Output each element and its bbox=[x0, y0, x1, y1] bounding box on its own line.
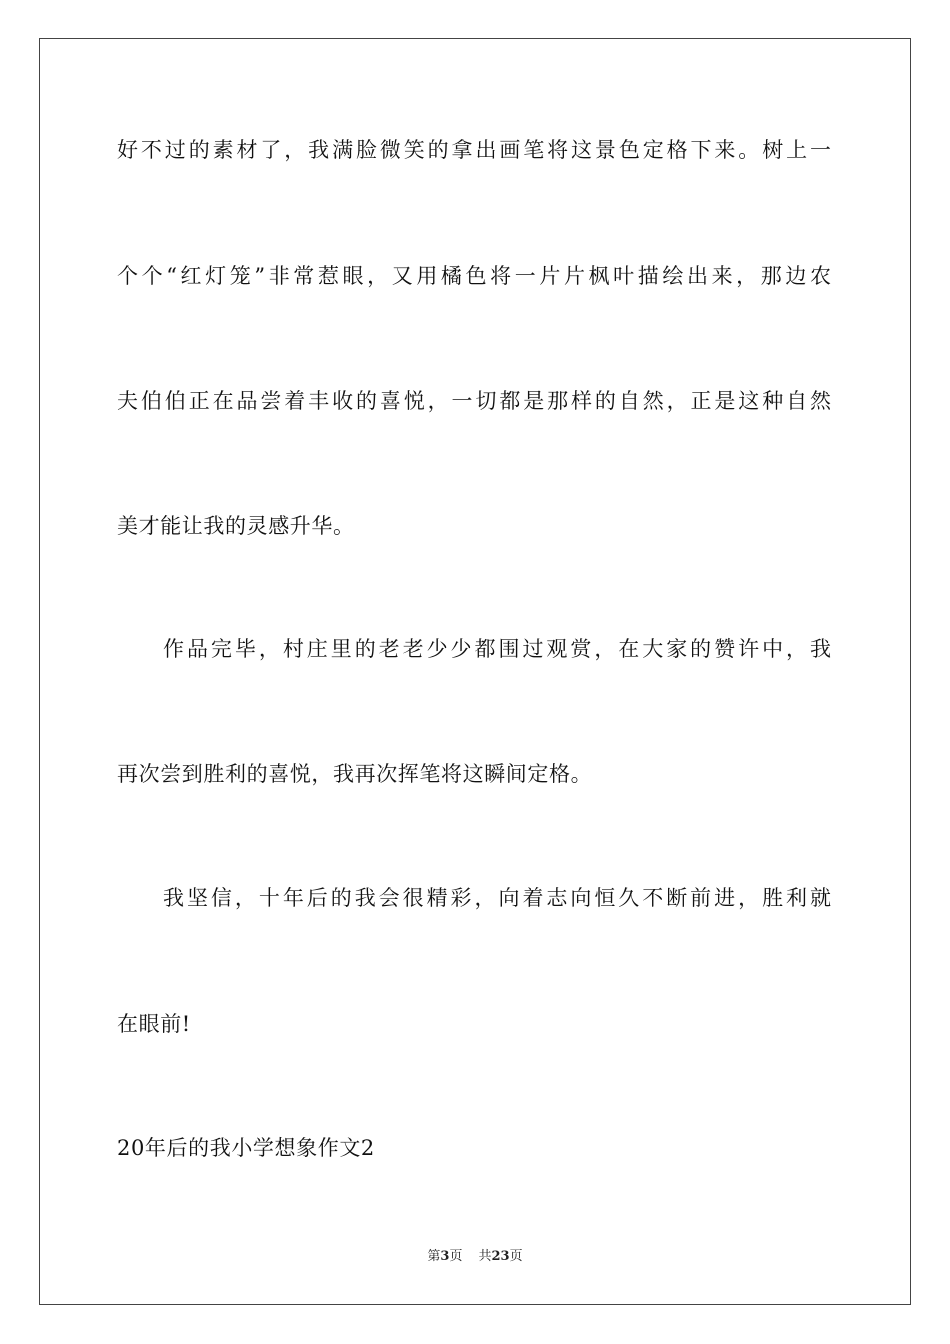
footer-page-prefix: 第 bbox=[427, 1249, 441, 1264]
body-line-5: 作品完毕，村庄里的老老少少都围过观赏，在大家的赞许中，我 bbox=[163, 637, 831, 661]
footer-page-suffix: 页 bbox=[449, 1249, 463, 1264]
page-footer bbox=[0, 1248, 950, 1266]
body-line-1: 好不过的素材了，我满脸微笑的拿出画笔将这景色定格下来。树上一 bbox=[117, 138, 831, 162]
body-line-3: 夫伯伯正在品尝着丰收的喜悦，一切都是那样的自然，正是这种自然 bbox=[117, 389, 831, 413]
footer-total-suffix: 页 bbox=[509, 1249, 523, 1264]
body-line-6: 再次尝到胜利的喜悦，我再次挥笔将这瞬间定格。 bbox=[117, 762, 593, 786]
footer-total-prefix: 共 bbox=[478, 1249, 492, 1264]
section-heading: 20年后的我小学想象作文2 bbox=[117, 1136, 375, 1160]
body-line-8: 在眼前! bbox=[117, 1012, 191, 1036]
body-line-4: 美才能让我的灵感升华。 bbox=[117, 514, 355, 538]
footer-total-number: 23 bbox=[491, 1249, 510, 1264]
page-border bbox=[39, 38, 911, 1305]
body-line-2: 个个“红灯笼”非常惹眼，又用橘色将一片片枫叶描绘出来，那边农 bbox=[117, 264, 831, 288]
body-line-7: 我坚信，十年后的我会很精彩，向着志向恒久不断前进，胜利就 bbox=[163, 886, 831, 910]
footer-page-number: 3 bbox=[440, 1249, 450, 1264]
